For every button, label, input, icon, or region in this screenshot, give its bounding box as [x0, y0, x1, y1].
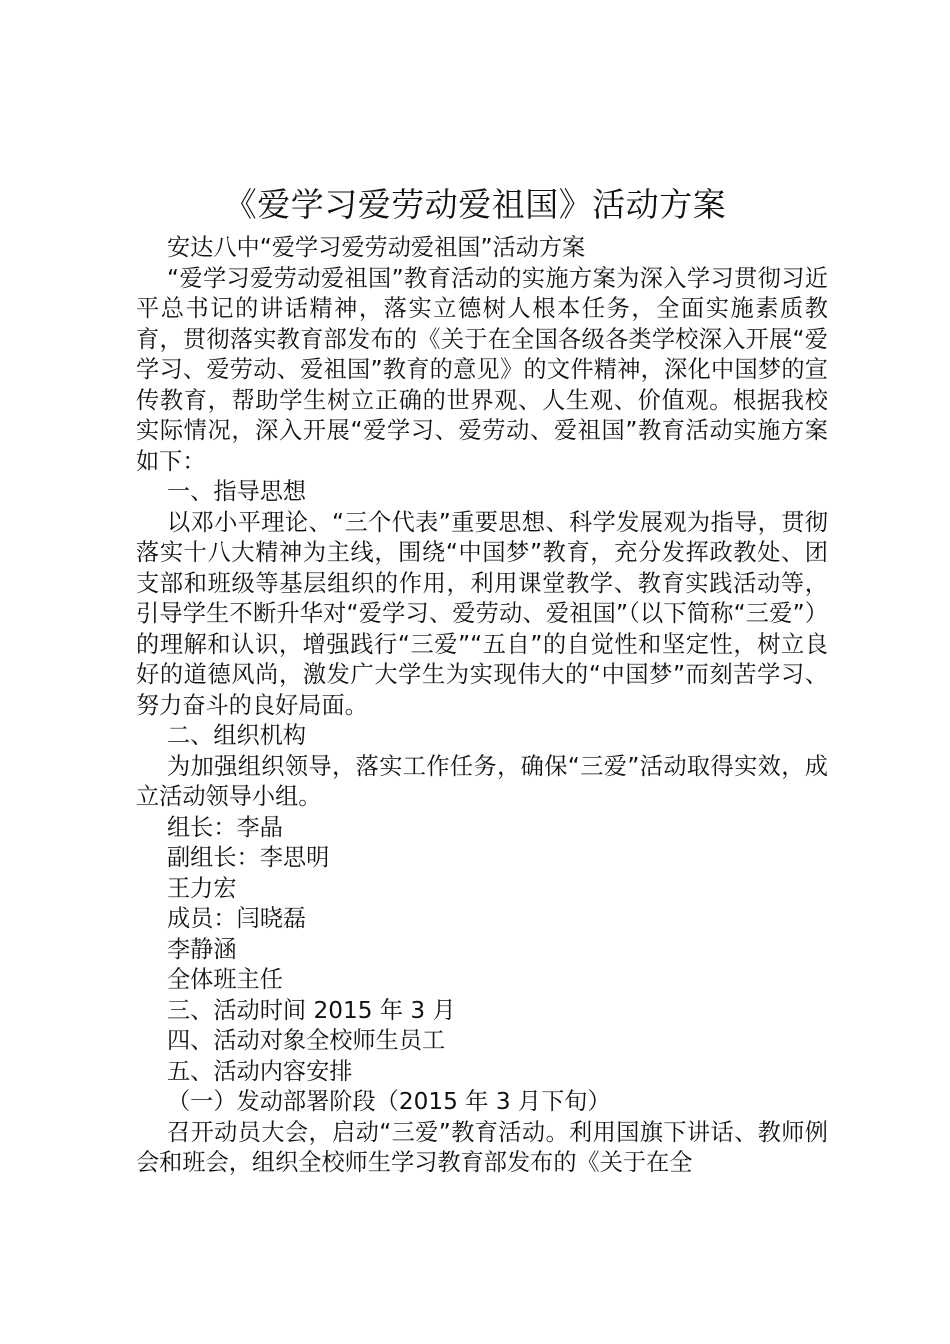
list-item-deputy-leader-2: 王力宏	[167, 874, 237, 902]
list-item-member-2: 李静涵	[167, 935, 237, 963]
paragraph-subtitle: 安达八中“爱学习爱劳动爱祖国”活动方案	[167, 234, 586, 261]
section-heading-5: 五、活动内容安排	[167, 1057, 353, 1085]
paragraph-intro: “爱学习爱劳动爱祖国”教育活动的实施方案为深入学习贯彻习近平总书记的讲话精神，落实立德树人根本任务，全面实施素质教育，贯彻落实教育部发布的《关于在全国各级各类学校深入开展“爱学习、爱劳动、爱祖国”教育的意见》的文件精神，深化中国梦的宣传教育，帮助学生树立正确的世界观、人生观、价值观。根据我校实际情况，深入开展“爱学习、爱劳动、爱祖国”教育活动实施方案如下：	[136, 264, 828, 475]
list-item-leader: 组长：李晶	[167, 813, 283, 841]
paragraph-guiding-ideology: 以邓小平理论、“三个代表”重要思想、科学发展观为指导，贯彻落实十八大精神为主线，围绕“中国梦”教育，充分发挥政教处、团支部和班级等基层组织的作用，利用课堂教学、教育实践活动等，引导学生不断升华对“爱学习、爱劳动、爱祖国”（以下简称“三爱”）的理解和认识，增强践行“三爱”“五自”的自觉性和坚定性，树立良好的道德风尚，激发广大学生为实现伟大的“中国梦”而刻苦学习、努力奋斗的良好局面。	[136, 508, 828, 719]
section-heading-3: 三、活动时间 2015 年 3 月	[167, 996, 456, 1024]
paragraph-mobilization: 召开动员大会，启动“三爱”教育活动。利用国旗下讲话、教师例会和班会，组织全校师生学习教育部发布的《关于在全	[136, 1118, 828, 1176]
document-title: 《爱学习爱劳动爱祖国》活动方案	[223, 185, 727, 224]
section-heading-2: 二、组织机构	[167, 722, 307, 749]
list-item-deputy-leader: 副组长：李思明	[167, 844, 330, 871]
paragraph-organization: 为加强组织领导，落实工作任务，确保“三爱”活动取得实效，成立活动领导小组。	[136, 752, 828, 810]
list-item-member-3: 全体班主任	[167, 966, 283, 993]
section-heading-1: 一、指导思想	[167, 478, 307, 505]
subsection-heading-1: （一）发动部署阶段（2015 年 3 月下旬）	[167, 1088, 611, 1115]
section-heading-4: 四、活动对象全校师生员工	[167, 1027, 446, 1054]
list-item-members: 成员：闫晓磊	[167, 905, 307, 932]
document-body	[136, 233, 828, 1179]
